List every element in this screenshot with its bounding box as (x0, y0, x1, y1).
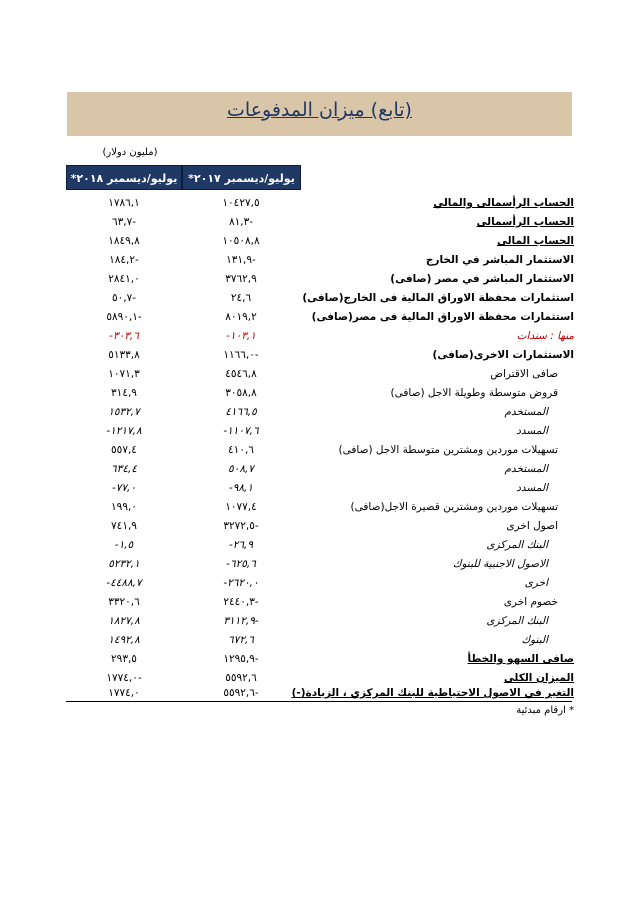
table-bottom-border (66, 701, 572, 702)
table-row (0, 254, 638, 273)
table-row (0, 634, 638, 653)
row-label: اصول اخرى (506, 520, 558, 532)
row-label: الاستثمار المباشر في الخارج (425, 254, 574, 266)
table-row (0, 463, 638, 482)
value-2017: -٢٤٤٠,٣ (223, 596, 259, 608)
row-label: البنوك (521, 634, 548, 646)
value-2017: ٤٥٤٦,٨ (225, 368, 257, 380)
value-2017: ٢٤,٦ (230, 292, 252, 304)
table-row (0, 197, 638, 216)
value-2017: ٥٥٩٢,٦ (225, 672, 257, 684)
table-row (0, 501, 638, 520)
column-header-2018: يوليو/ديسمبر ٢٠١٨* (66, 165, 182, 190)
value-2018: ٢٩٣,٥ (111, 653, 137, 665)
value-2018: -٦٣,٧ (111, 216, 137, 228)
row-label: الحساب المالى (496, 235, 574, 247)
row-label: صافى الاقتراض (490, 368, 558, 380)
value-2017: -١١٦٦,٠ (223, 349, 259, 361)
value-2017: ٢٦,٩- (228, 539, 254, 551)
value-2017: ٤١٠,٦ (228, 444, 254, 456)
table-row (0, 273, 638, 292)
row-label: تسهيلات موردين ومشترين قصيرة الاجل(صافى) (350, 501, 558, 513)
value-2018: ١٤٩٢,٨ (108, 634, 140, 646)
value-2017: -١٢٩٥,٩ (223, 653, 259, 665)
row-label: المسدد (516, 482, 548, 494)
value-2017: -٥٥٩٢,٦ (223, 687, 259, 699)
value-2018: ٣٠٣,٦- (109, 330, 139, 342)
value-2018: ٢٨٤١,٠ (108, 273, 140, 285)
row-label: المستخدم (504, 463, 548, 475)
value-2018: ١,٥- (114, 539, 134, 551)
value-2018: ١٨٢٧,٨ (108, 615, 140, 627)
row-label: الاستثمارات الاخرى(صافى) (432, 349, 574, 361)
table-row (0, 406, 638, 425)
row-label: المستخدم (504, 406, 548, 418)
table-row (0, 539, 638, 558)
table-row (0, 349, 638, 368)
value-2017: -٣١١٢,٩ (223, 615, 259, 627)
row-label: البنك المركزى (486, 539, 548, 551)
row-label: الاصول الاجنبية للبنوك (452, 558, 548, 570)
value-2017: ١٠٧٧,٤ (225, 501, 257, 513)
table-row (0, 311, 638, 330)
value-2017: ١١٠٧,٦- (223, 425, 259, 437)
table-row (0, 558, 638, 577)
value-2017: ٤١٦٦,٥ (225, 406, 257, 418)
value-2017: -١٣١,٩ (226, 254, 256, 266)
value-2017: ١٠٤٢٧,٥ (222, 197, 260, 209)
value-2017: ١٠٥٠٨,٨ (222, 235, 260, 247)
value-2018: -١٨٤,٢ (109, 254, 139, 266)
table-row (0, 444, 638, 463)
value-2018: ١٩٩,٠ (111, 501, 137, 513)
table-row (0, 615, 638, 634)
row-label: قروض متوسطة وطويلة الاجل (صافى) (390, 387, 558, 399)
row-label: خصوم اخرى (503, 596, 558, 608)
value-2018: ٣٣٢٠,٦ (108, 596, 140, 608)
value-2017: ٦٢٥,٦- (226, 558, 256, 570)
table-row (0, 330, 638, 349)
row-label: الحساب الرأسمالى (476, 216, 574, 228)
value-2018: ١٢١٧,٨- (106, 425, 142, 437)
value-2018: ١٧٨٦,١ (108, 197, 140, 209)
value-2017: ٣٠٥٨,٨ (225, 387, 257, 399)
table-row (0, 368, 638, 387)
value-2018: -٥٠,٧ (111, 292, 137, 304)
row-label: الاستثمار المباشر في مصر (صافى) (390, 273, 574, 285)
table-row (0, 235, 638, 254)
table-row (0, 425, 638, 444)
row-label: صافى السهو والخطأ (467, 653, 574, 665)
value-2017: ٥٠٨,٧ (228, 463, 254, 475)
table-row (0, 653, 638, 672)
value-2018: ١٠٧١,٣ (108, 368, 140, 380)
table-row (0, 292, 638, 311)
table-row (0, 216, 638, 235)
table-row (0, 577, 638, 596)
column-header-2017: يوليو/ديسمبر ٢٠١٧* (182, 165, 301, 190)
row-label: تسهيلات موردين ومشترين متوسطة الاجل (صافى) (338, 444, 558, 456)
table-row (0, 520, 638, 539)
value-2017: -٣٢٧٢,٥ (223, 520, 259, 532)
value-2017: ٨٠١٩,٢ (225, 311, 257, 323)
row-label: المسدد (516, 425, 548, 437)
value-2017: ١٠٣,١- (226, 330, 256, 342)
row-label: التغير في الاصول الاحتياطية للبنك المركزي ، الزيادة(-) (291, 687, 574, 699)
value-2018: ٧٧,٠- (111, 482, 137, 494)
row-label: الميزان الكلى (503, 672, 574, 684)
value-2017: -٨١,٣ (228, 216, 254, 228)
value-2018: ٥٢٣٢,١ (108, 558, 140, 570)
value-2017: ٦٧٢,٦ (228, 634, 254, 646)
value-2018: -١٧٧٤,٠ (106, 672, 142, 684)
row-label: استثمارات محفظة الاوراق المالية فى الخارج(صافى) (302, 292, 574, 304)
footnote: * ارقام مبدئية (516, 705, 574, 716)
value-2018: ٣١٤,٩ (111, 387, 137, 399)
value-2018: ٦٣٤,٤ (111, 463, 137, 475)
table-row (0, 596, 638, 615)
row-label: استثمارات محفظة الاوراق المالية فى مصر(صافى) (311, 311, 574, 323)
value-2018: ٧٤١,٩ (111, 520, 137, 532)
row-label: الحساب الرأسمالى والمالي (433, 197, 574, 209)
value-2017: ٢٦٢٠,٠- (223, 577, 259, 589)
table-row (0, 387, 638, 406)
page-title: (تابع) ميزان المدفوعات (227, 99, 412, 121)
unit-label: (مليون دولار) (102, 147, 158, 158)
value-2018: ١٧٧٤,٠ (108, 687, 140, 699)
value-2018: ١٥٣٢,٧ (108, 406, 140, 418)
value-2018: ٤٤٨٨,٧- (106, 577, 142, 589)
value-2017: ٩٨,١- (228, 482, 254, 494)
row-label: منها : سندات (516, 330, 574, 342)
row-label: البنك المركزى (486, 615, 548, 627)
value-2018: ٥٥٧,٤ (111, 444, 137, 456)
table-row (0, 687, 638, 706)
value-2018: ٥١٣٣,٨ (108, 349, 140, 361)
value-2018: ١٨٤٩,٨ (108, 235, 140, 247)
table-row (0, 482, 638, 501)
row-label: اخرى (524, 577, 548, 589)
value-2017: ٣٧٦٢,٩ (225, 273, 257, 285)
value-2018: -٥٨٩٠,١ (106, 311, 142, 323)
